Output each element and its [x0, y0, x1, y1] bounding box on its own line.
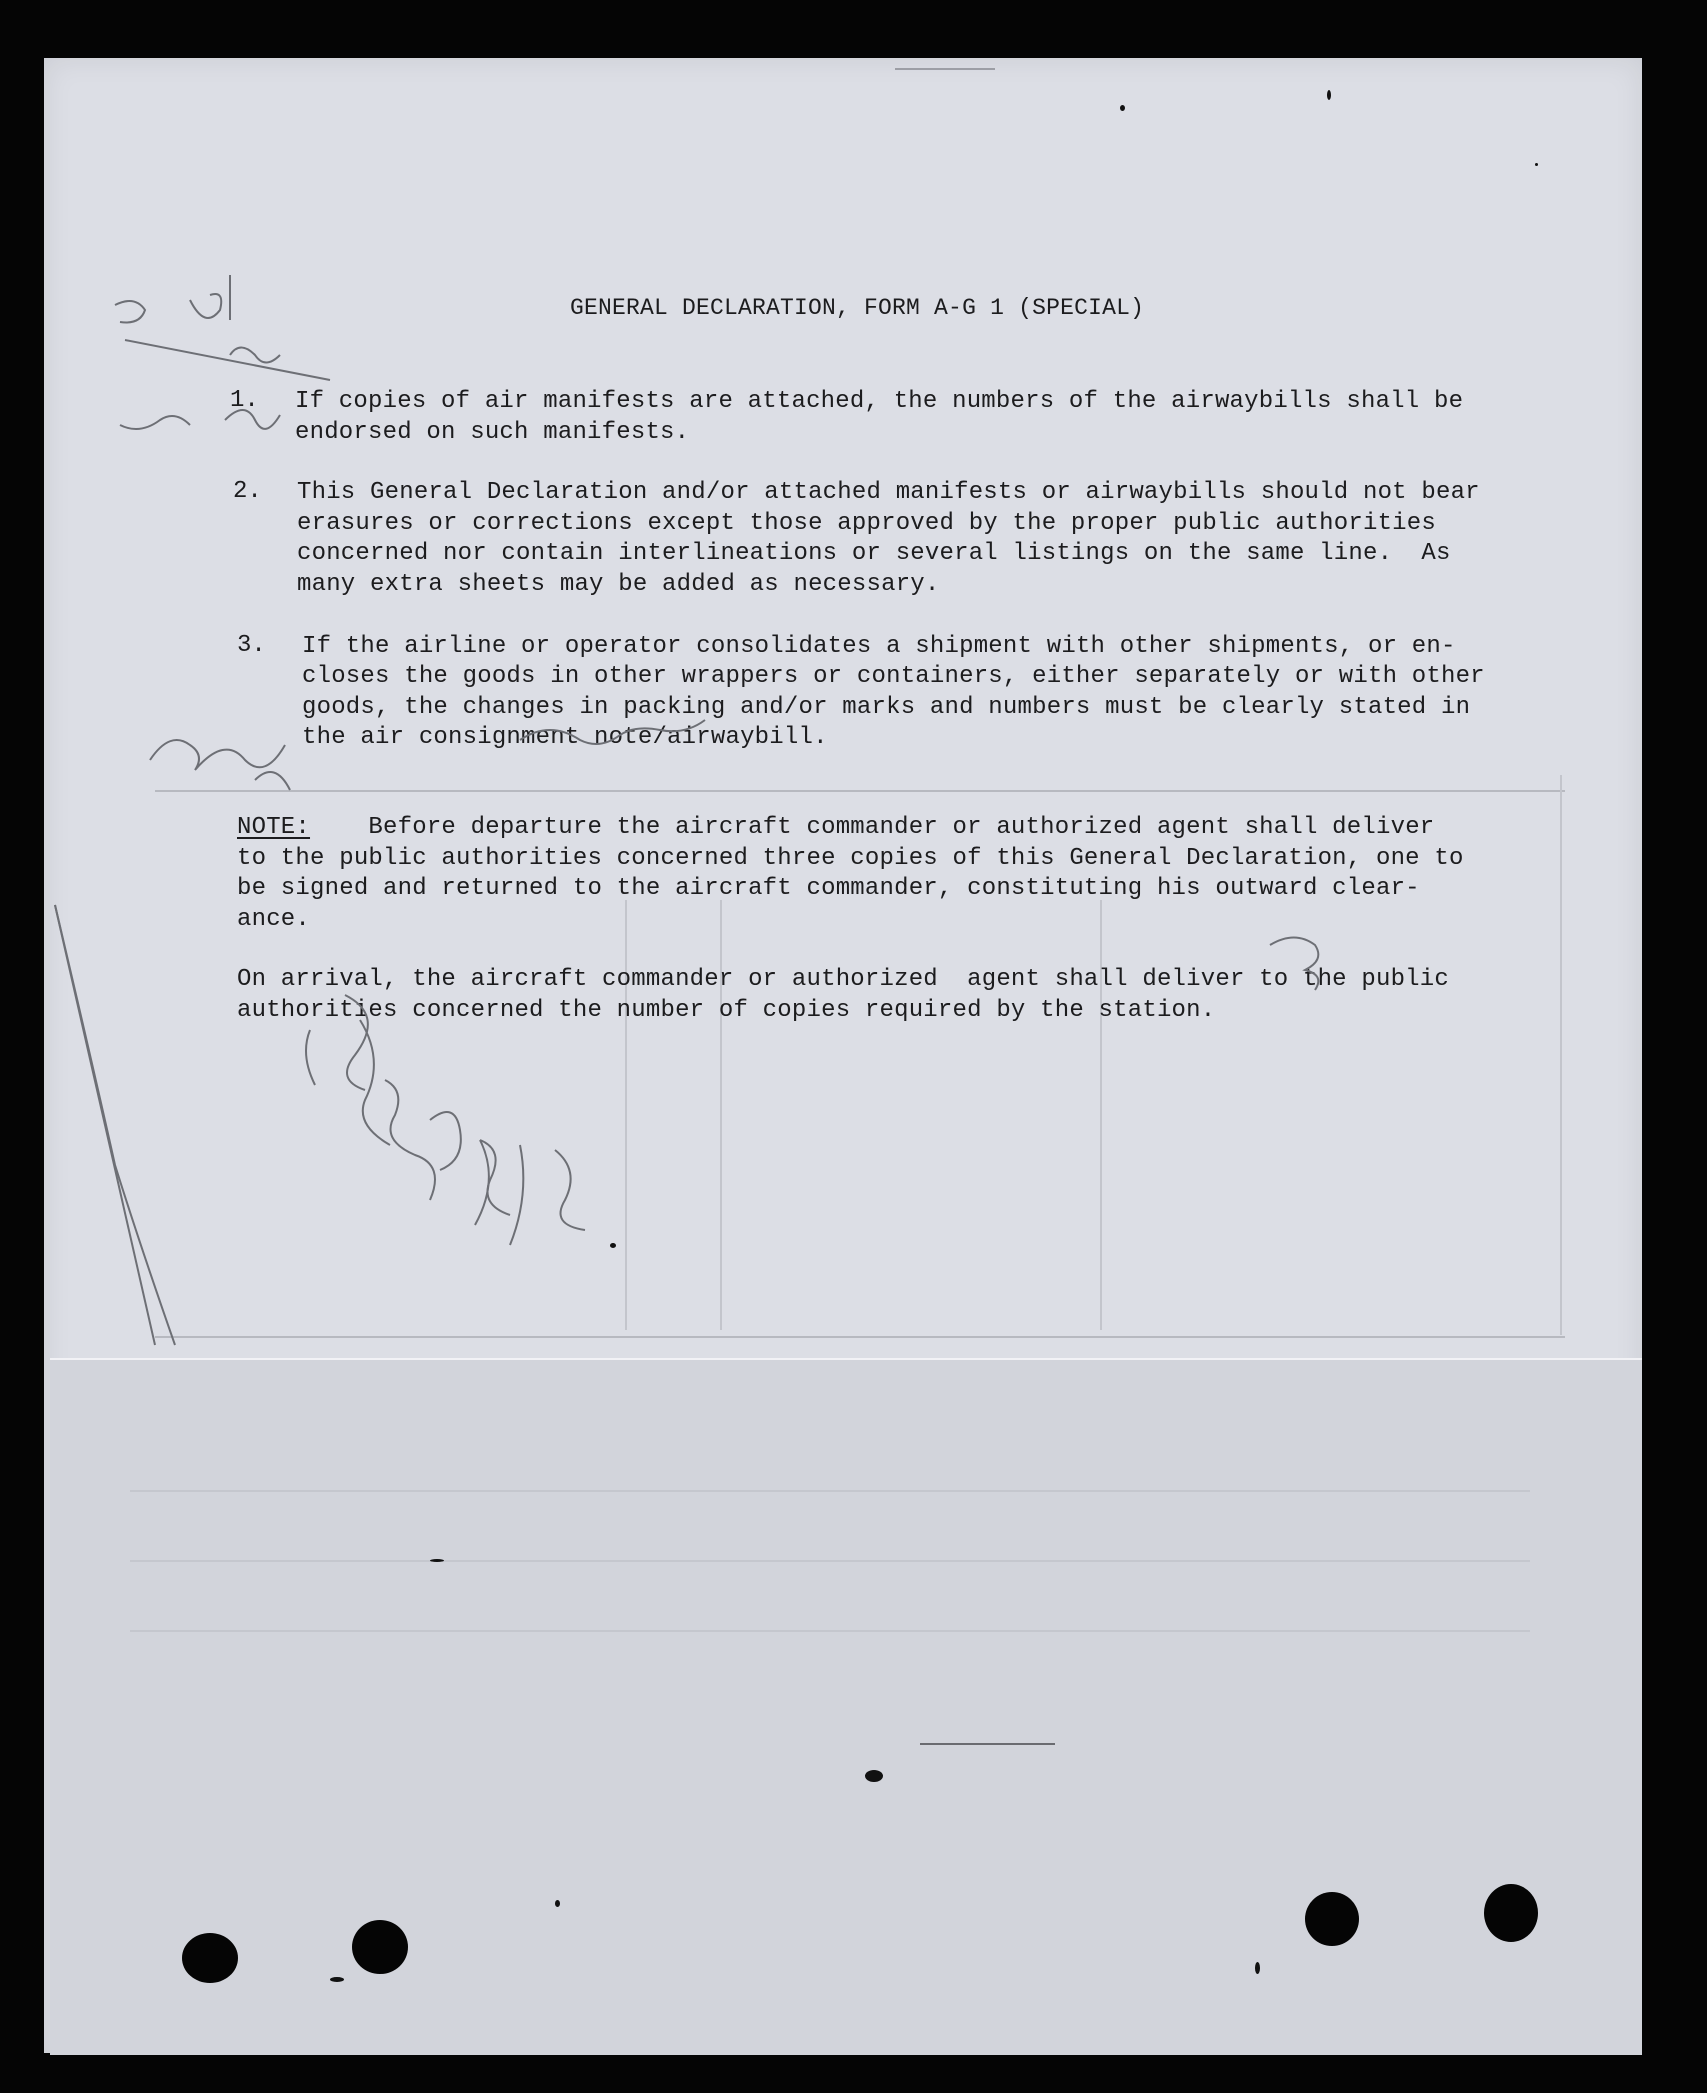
- note-line: Before departure the aircraft commander or authorized agent shall deliver: [310, 814, 1435, 841]
- document-title: GENERAL DECLARATION, FORM A-G 1 (SPECIAL): [570, 295, 1145, 321]
- punch-hole: [182, 1933, 238, 1983]
- item-number: 1.: [230, 387, 259, 414]
- item-line: goods, the changes in packing and/or marks and numbers must be clearly stated in: [302, 694, 1471, 721]
- speck: [430, 1559, 444, 1562]
- note-line: ance.: [237, 906, 311, 933]
- arrival-line: On arrival, the aircraft commander or authorized agent shall deliver to the public: [237, 966, 1449, 993]
- punch-hole: [1305, 1892, 1359, 1946]
- item-line: erasures or corrections except those approved by the proper public authorities: [297, 510, 1436, 537]
- item-line: If copies of air manifests are attached, the numbers of the airwaybills shall be: [295, 388, 1464, 415]
- speck: [1120, 105, 1125, 111]
- speck: [1255, 1962, 1260, 1974]
- punch-hole: [352, 1920, 408, 1974]
- item-line: If the airline or operator consolidates a shipment with other shipments, or en-: [302, 633, 1456, 660]
- note-line: to the public authorities concerned three copies of this General Declaration, one to: [237, 845, 1464, 872]
- speck: [555, 1900, 560, 1907]
- speck: [330, 1977, 344, 1982]
- speck: [1327, 90, 1331, 100]
- item-line: endorsed on such manifests.: [295, 419, 690, 446]
- arrival-line: authorities concerned the number of copies required by the station.: [237, 997, 1216, 1024]
- speck: [610, 1243, 616, 1248]
- item-line: the air consignment note/airwaybill.: [302, 724, 828, 751]
- punch-hole: [1484, 1884, 1538, 1942]
- item-line: many extra sheets may be added as necessary.: [297, 571, 940, 598]
- note-label: NOTE:: [237, 814, 311, 841]
- item-line: closes the goods in other wrappers or containers, either separately or with other: [302, 663, 1485, 690]
- item-number: 2.: [233, 478, 262, 505]
- note-line: be signed and returned to the aircraft commander, constituting his outward clear-: [237, 875, 1420, 902]
- item-line: This General Declaration and/or attached manifests or airwaybills should not bear: [297, 479, 1480, 506]
- speck: [1535, 163, 1538, 166]
- item-line: concerned nor contain interlineations or several listings on the same line. As: [297, 540, 1451, 567]
- speck: [865, 1770, 883, 1782]
- item-number: 3.: [237, 632, 266, 659]
